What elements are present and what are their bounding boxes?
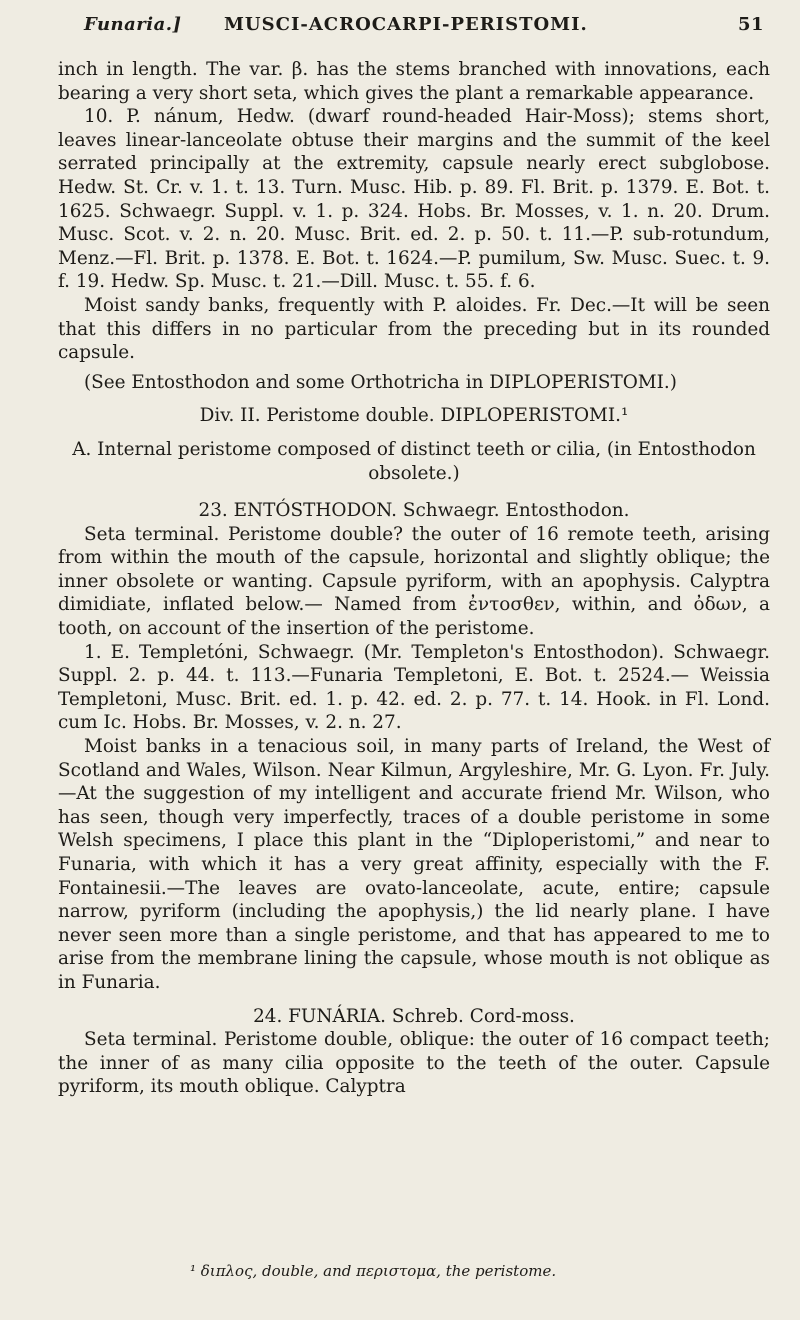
cross-reference: (See Entosthodon and some Orthotricha in DIPLOPERISTOMI.) [84,371,677,393]
species-entry-entosthodon-templetoni: 1. E. Templetóni, Schwaegr. (Mr. Templeton's Entosthodon). Schwaegr. Suppl. 2. p. 44. t. 113.—Funaria Templetoni, E. Bot. t. 2524.— Weissia Templetoni, Musc. Brit. ed. 1. p. 42. ed. 2. p. 77. t. 14. Hook. in Fl. Lond. cum Ic. Hobs. Br. Mosses, v. 2. n. 27. [58,641,770,734]
footnote: ¹ διπλος, double, and περιστομα, the peristome. [190,1262,557,1280]
header-genus: Funaria.] [84,14,182,35]
header-section-title: MUSCI-ACROCARPI-PERISTOMI. [224,14,588,35]
subdivision-heading: A. Internal peristome composed of distinct teeth or cilia, (in Entosthodon obsolete.) [72,438,756,484]
species-entry-polytrichum-nanum: 10. P. nánum, Hedw. (dwarf round-headed Hair-Moss); stems short, leaves linear-lanceolate obtuse their margins and the summit of the keel serrated principally at the extremity, capsule nearly erect subglobose. Hedw. St. Cr. v. 1. t. 13. Turn. Musc. Hib. p. 89. Fl. Brit. p. 1379. E. Bot. t. 1625. Schwaegr. Suppl. v. 1. p. 324. Hobs. Br. Mosses, v. 1. n. 20. Drum. Musc. Scot. v. 2. n. 20. Musc. Brit. ed. 2. p. 50. t. 11.—P. sub-rotundum, Menz.—Fl. Brit. p. 1378. E. Bot. t. 1624.—P. pumilum, Sw. Musc. Suec. t. 9. f. 19. Hedw. Sp. Musc. t. 21.—Dill. Musc. t. 55. f. 6. [58,106,770,293]
page-body [58,58,770,1099]
habitat-note-templetoni: Moist banks in a tenacious soil, in many parts of Ireland, the West of Scotland and Wales, Wilson. Near Kilmun, Argyleshire, Mr. G. Lyon. Fr. July.—At the suggestion of my intelligent and accurate friend Mr. Wilson, who has seen, though very imperfectly, traces of a double peristome in some Welsh specimens, I place this plant in the “Diploperistomi,” and near to Funaria, with which it has a very great affinity, especially with the F. Fontainesii.—The leaves are ovato-lanceolate, acute, entire; capsule narrow, pyriform (including the apophysis,) the lid nearly plane. I have never seen more than a single peristome, and that has appeared to me to arise from the membrane lining the capsule, whose mouth is not oblique as in Funaria. [58,736,770,993]
genus-heading-entosthodon: 23. ENTÓSTHODON. Schwaegr. Entosthodon. [198,500,630,522]
paragraph-continued: inch in length. The var. β. has the stems branched with innovations, each bearing a very short seta, which gives the plant a remarkable appearance. [58,59,770,104]
page-number: 51 [737,14,764,35]
division-heading: Div. II. Peristome double. DIPLOPERISTOMI.¹ [199,405,629,427]
genus-heading-funaria: 24. FUNÁRIA. Schreb. Cord-moss. [253,1005,575,1027]
genus-description-entosthodon: Seta terminal. Peristome double? the outer of 16 remote teeth, arising from within the mouth of the capsule, horizontal and slightly oblique; the inner obsolete or wanting. Capsule pyriform, with an apophysis. Calyptra dimidiate, inflated below.— Named from ἐντοσθεν, within, and ὀδων, a tooth, on account of the insertion of the peristome. [58,523,770,640]
genus-description-funaria: Seta terminal. Peristome double, oblique: the outer of 16 compact teeth; the inner of as many cilia opposite to the teeth of the outer. Capsule pyriform, its mouth oblique. Calyptra [58,1029,770,1098]
habitat-note: Moist sandy banks, frequently with P. aloides. Fr. Dec.—It will be seen that this differs in no particular from the preceding but in its rounded capsule. [58,294,770,364]
running-header [84,14,772,48]
